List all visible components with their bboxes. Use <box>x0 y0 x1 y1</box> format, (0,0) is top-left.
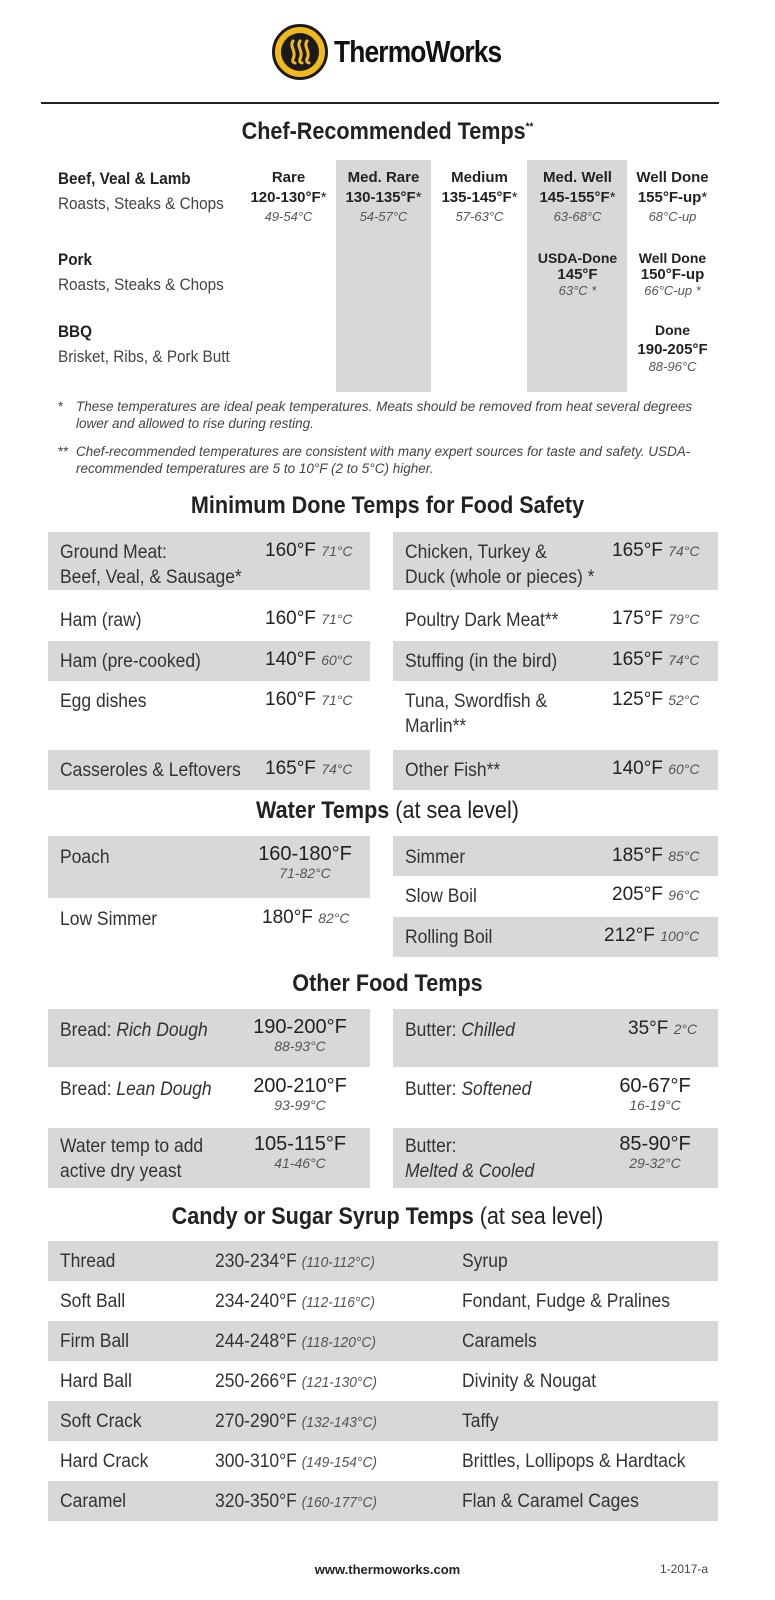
pork-well-header: Well Done <box>638 250 707 266</box>
safety-temp: 160°F 71°C <box>265 540 353 561</box>
candy-use: Syrup <box>462 1251 508 1272</box>
safety-temp: 160°F 71°C <box>265 689 353 710</box>
pork-usda-c: 63°C * <box>558 283 597 298</box>
candy-row-bg <box>48 1241 718 1281</box>
candy-use: Flan & Caramel Cages <box>462 1491 639 1512</box>
pork-usda-done <box>530 250 625 298</box>
other-temp: 85-90°F 29-32°C <box>619 1133 691 1171</box>
meat-name-beef: Beef, Veal & Lamb <box>58 169 191 188</box>
col-medium <box>432 169 527 224</box>
other-label: Water temp to add active dry yeast <box>60 1136 204 1182</box>
pork-usda-f: 145°F <box>557 266 598 283</box>
candy-use: Divinity & Nougat <box>462 1371 597 1392</box>
col-f: 120-130°F* <box>250 189 327 206</box>
candy-temp: 234-240°F (112-116°C) <box>215 1291 375 1312</box>
footnote-double: ** Chef-recommended temperatures are consistent with many expert sources for taste and safety. USDA-recommended temperatures are 5 to 10°F (2 to 5°C) higher. <box>58 444 691 476</box>
water-label: Slow Boil <box>405 886 477 907</box>
candy-temp: 230-234°F (110-112°C) <box>215 1251 375 1272</box>
candy-stage: Caramel <box>60 1491 127 1512</box>
other-temp: 35°F 2°C <box>628 1018 698 1039</box>
col-header: Med. Well <box>543 169 612 186</box>
candy-row-bg <box>48 1401 718 1441</box>
candy-section-title: Candy or Sugar Syrup Temps (at sea level) <box>171 1203 604 1230</box>
safety-section-title: Minimum Done Temps for Food Safety <box>190 492 585 519</box>
candy-use: Fondant, Fudge & Pralines <box>462 1291 670 1312</box>
safety-label: Stuffing (in the bird) <box>405 651 558 672</box>
water-temp: 205°F 96°C <box>612 884 700 905</box>
col-header: Well Done <box>636 169 709 186</box>
pork-well-c: 66°C-up * <box>644 283 701 298</box>
col-med-well <box>530 169 625 224</box>
candy-stage: Hard Crack <box>60 1451 149 1472</box>
col-c: 54-57°C <box>359 209 408 224</box>
bbq-done-c: 88-96°C <box>648 359 697 374</box>
bbq-done-header: Done <box>655 322 690 338</box>
candy-temp: 250-266°F (121-130°C) <box>215 1371 378 1392</box>
candy-temp: 300-310°F (149-154°C) <box>215 1451 378 1472</box>
col-c: 57-63°C <box>455 209 504 224</box>
col-f: 130-135°F* <box>345 189 422 206</box>
water-temp: 185°F 85°C <box>612 845 700 866</box>
footnote-single: * These temperatures are ideal peak temperatures. Meats should be removed from heat several degrees lower and allowed to rise during resting. <box>58 399 693 431</box>
candy-stage: Thread <box>60 1251 116 1272</box>
footer-url: www.thermoworks.com <box>314 1562 461 1577</box>
meat-sub-bbq: Brisket, Ribs, & Pork Butt <box>58 347 230 366</box>
water-temp: 180°F 82°C <box>262 907 350 928</box>
brand-logo <box>272 24 531 80</box>
other-label: Butter: Chilled <box>405 1020 515 1041</box>
water-section-title: Water Temps (at sea level) <box>256 797 519 824</box>
safety-label: Poultry Dark Meat** <box>405 610 559 631</box>
candy-temp: 320-350°F (160-177°C) <box>215 1491 378 1512</box>
candy-temp: 244-248°F (118-120°C) <box>215 1331 376 1352</box>
water-temp: 160-180°F 71-82°C <box>258 843 352 881</box>
footer-code: 1-2017-a <box>660 1562 709 1576</box>
candy-stage: Soft Crack <box>60 1411 142 1432</box>
meat-sub-beef: Roasts, Steaks & Chops <box>58 194 224 213</box>
other-label: Bread: Lean Dough <box>60 1079 212 1100</box>
col-c: 63-68°C <box>553 209 602 224</box>
col-med-rare <box>336 169 431 224</box>
other-temp: 60-67°F 16-19°C <box>619 1075 691 1113</box>
pork-usda-header: USDA-Done <box>537 250 618 266</box>
header-divider <box>41 102 719 104</box>
safety-temp: 165°F 74°C <box>265 758 353 779</box>
safety-temp: 125°F 52°C <box>612 689 700 710</box>
other-label: Bread: Rich Dough <box>60 1020 208 1041</box>
candy-use: Taffy <box>462 1411 499 1432</box>
safety-label: Other Fish** <box>405 760 501 781</box>
candy-row-bg <box>48 1321 718 1361</box>
other-temp: 190-200°F 88-93°C <box>253 1016 347 1054</box>
col-f: 135-145°F* <box>441 189 518 206</box>
col-header: Medium <box>451 169 508 186</box>
safety-label: Ham (raw) <box>60 610 142 631</box>
pork-well-f: 150°F-up <box>640 266 705 283</box>
other-temp: 200-210°F 93-99°C <box>253 1075 347 1113</box>
meat-name-bbq: BBQ <box>58 322 93 341</box>
col-header: Rare <box>271 169 306 186</box>
chef-section-title: Chef-Recommended Temps** <box>241 118 534 145</box>
other-temp: 105-115°F 41-46°C <box>253 1133 347 1171</box>
safety-temp: 140°F 60°C <box>265 649 353 670</box>
safety-temp: 165°F 74°C <box>612 649 700 670</box>
col-f: 145-155°F* <box>539 189 616 206</box>
safety-label: Egg dishes <box>60 691 147 712</box>
safety-temp: 160°F 71°C <box>265 608 353 629</box>
brand-name: ThermoWorks <box>334 34 502 69</box>
bbq-done <box>625 322 720 374</box>
col-c: 68°C-up <box>648 209 697 224</box>
pork-well-done <box>625 250 720 298</box>
safety-label: Ham (pre-cooked) <box>60 651 201 672</box>
meat-sub-pork: Roasts, Steaks & Chops <box>58 275 224 294</box>
other-section-title: Other Food Temps <box>292 970 483 997</box>
meat-name-pork: Pork <box>58 250 93 269</box>
safety-temp: 165°F 74°C <box>612 540 700 561</box>
col-header: Med. Rare <box>347 169 420 186</box>
safety-label: Ground Meat: Beef, Veal, & Sausage* <box>60 542 242 588</box>
water-label: Simmer <box>405 847 466 868</box>
water-label: Rolling Boil <box>405 927 493 948</box>
col-c: 49-54°C <box>264 209 313 224</box>
candy-stage: Hard Ball <box>60 1371 132 1392</box>
safety-temp: 140°F 60°C <box>612 758 700 779</box>
safety-label: Tuna, Swordfish & Marlin** <box>405 691 548 737</box>
col-well-done <box>625 169 720 224</box>
water-label: Low Simmer <box>60 909 158 930</box>
col-rare <box>241 169 336 224</box>
candy-stage: Firm Ball <box>60 1331 129 1352</box>
candy-use: Brittles, Lollipops & Hardtack <box>462 1451 686 1472</box>
safety-label: Chicken, Turkey & Duck (whole or pieces) * <box>405 542 595 588</box>
water-label: Poach <box>60 847 110 868</box>
water-temp: 212°F 100°C <box>604 925 700 946</box>
candy-stage: Soft Ball <box>60 1291 126 1312</box>
candy-use: Caramels <box>462 1331 537 1352</box>
safety-label: Casseroles & Leftovers <box>60 760 241 781</box>
thermoworks-logo-icon <box>272 24 328 80</box>
bbq-done-f: 190-205°F <box>637 341 708 358</box>
other-label: Butter: Softened <box>405 1079 532 1100</box>
candy-temp: 270-290°F (132-143°C) <box>215 1411 378 1432</box>
other-label: Butter: Melted & Cooled <box>405 1136 535 1182</box>
col-f: 155°F-up* <box>637 189 708 206</box>
safety-temp: 175°F 79°C <box>612 608 700 629</box>
